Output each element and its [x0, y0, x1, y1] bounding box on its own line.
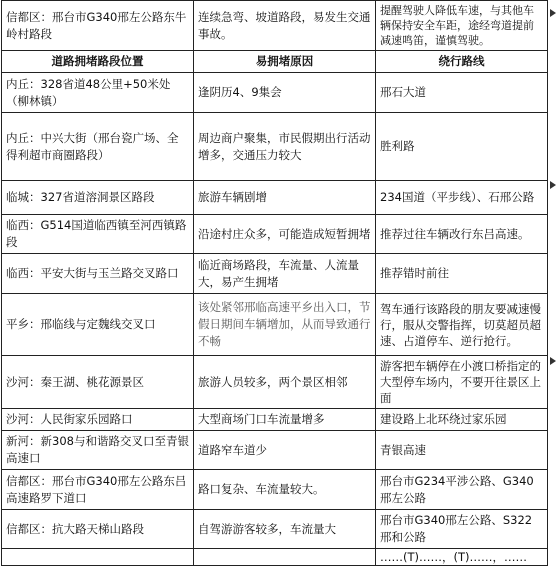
table-row [2, 356, 548, 409]
cause-cell: 旅游车辆剧增 [194, 181, 376, 215]
location-cell: 新河：新308与和谐路交叉口至青银高速口 [2, 431, 194, 470]
route-cell: 提醒驾驶人降低车速，与其他车辆保持安全车距，途经弯道提前减速鸣笛，谨慎驾驶。 [376, 1, 548, 51]
location-cell: 临西：G514国道临西镇至河西镇路段 [2, 215, 194, 254]
cause-cell: 道路窄车道少 [194, 431, 376, 470]
table-row [2, 431, 548, 470]
continuation-arrow-icon [550, 6, 557, 20]
header-cause: 易拥堵原因 [194, 51, 376, 73]
route-cell: 推荐过往车辆改行东吕高速。 [376, 215, 548, 254]
cause-cell: 周边商户聚集，市民假期出行活动增多，交通压力较大 [194, 113, 376, 181]
route-cell: 邢台市G234平涉公路、G340邢左公路 [376, 470, 548, 510]
cause-cell: 旅游人员较多，两个景区相邻 [194, 356, 376, 409]
cause-cell: 该处紧邻邢临高速平乡出入口，节假日期间车辆增加，从而导致通行不畅 [194, 294, 376, 356]
table-row [2, 181, 548, 215]
table-row [2, 1, 548, 51]
table-row [2, 254, 548, 294]
header-route: 绕行路线 [376, 51, 548, 73]
cause-cell: 大型商场门口车流量增多 [194, 409, 376, 431]
location-cell: 信都区：抗大路天梯山路段 [2, 510, 194, 549]
location-cell: 内丘：中兴大街（邢台瓷广场、全得利超市商圈路段） [2, 113, 194, 181]
route-cell: 邢台市G340邢左公路、S322邢和公路 [376, 510, 548, 549]
location-cell: 沙河：人民街家乐园路口 [2, 409, 194, 431]
table-row [2, 510, 548, 549]
cause-cell: 沿途村庄众多，可能造成短暂拥堵 [194, 215, 376, 254]
location-cell [2, 549, 194, 566]
table-row [2, 73, 548, 113]
route-cell: 推荐错时前往 [376, 254, 548, 294]
location-cell: 临城：327省道溶洞景区路段 [2, 181, 194, 215]
table-row [2, 294, 548, 356]
route-cell: 邢石大道 [376, 73, 548, 113]
continuation-arrow-icon [550, 178, 557, 192]
location-cell: 平乡：邢临线与定魏线交叉口 [2, 294, 194, 356]
cause-cell [194, 549, 376, 566]
route-cell: 234国道（平步线）、石邢公路 [376, 181, 548, 215]
table-row [2, 409, 548, 431]
table-row [2, 470, 548, 510]
route-cell: ……(T)……，(T)……，…… [376, 549, 548, 566]
route-cell: 建设路上北环绕过家乐园 [376, 409, 548, 431]
location-cell: 临西：平安大街与玉兰路交叉路口 [2, 254, 194, 294]
route-cell: 驾车通行该路段的朋友要减速慢行，服从交警指挥，切莫超员超速、占道停车、逆行抢行。 [376, 294, 548, 356]
route-cell: 青银高速 [376, 431, 548, 470]
location-cell: 信都区：邢台市G340邢左公路东吕高速路罗下道口 [2, 470, 194, 510]
continuation-arrow-icon [550, 354, 557, 368]
location-cell: 信都区：邢台市G340邢左公路东牛岭村路段 [2, 1, 194, 51]
cause-cell: 逢阴历4、9集会 [194, 73, 376, 113]
header-location: 道路拥堵路段位置 [2, 51, 194, 73]
table-row [2, 549, 548, 566]
table-row [2, 113, 548, 181]
table-row [2, 215, 548, 254]
location-cell: 内丘：328省道48公里+50米处（柳林镇） [2, 73, 194, 113]
cause-cell: 自驾游游客较多，车流量大 [194, 510, 376, 549]
location-cell: 沙河：秦王湖、桃花源景区 [2, 356, 194, 409]
congestion-table [1, 0, 548, 566]
route-cell: 游客把车辆停在小渡口桥指定的大型停车场内，不要开往景区上面 [376, 356, 548, 409]
cause-cell: 临近商场路段，车流量、人流量大，易产生拥堵 [194, 254, 376, 294]
cause-cell: 连续急弯、坡道路段，易发生交通事故。 [194, 1, 376, 51]
table-header-row [2, 51, 548, 73]
route-cell: 胜利路 [376, 113, 548, 181]
cause-cell: 路口复杂、车流量较大。 [194, 470, 376, 510]
